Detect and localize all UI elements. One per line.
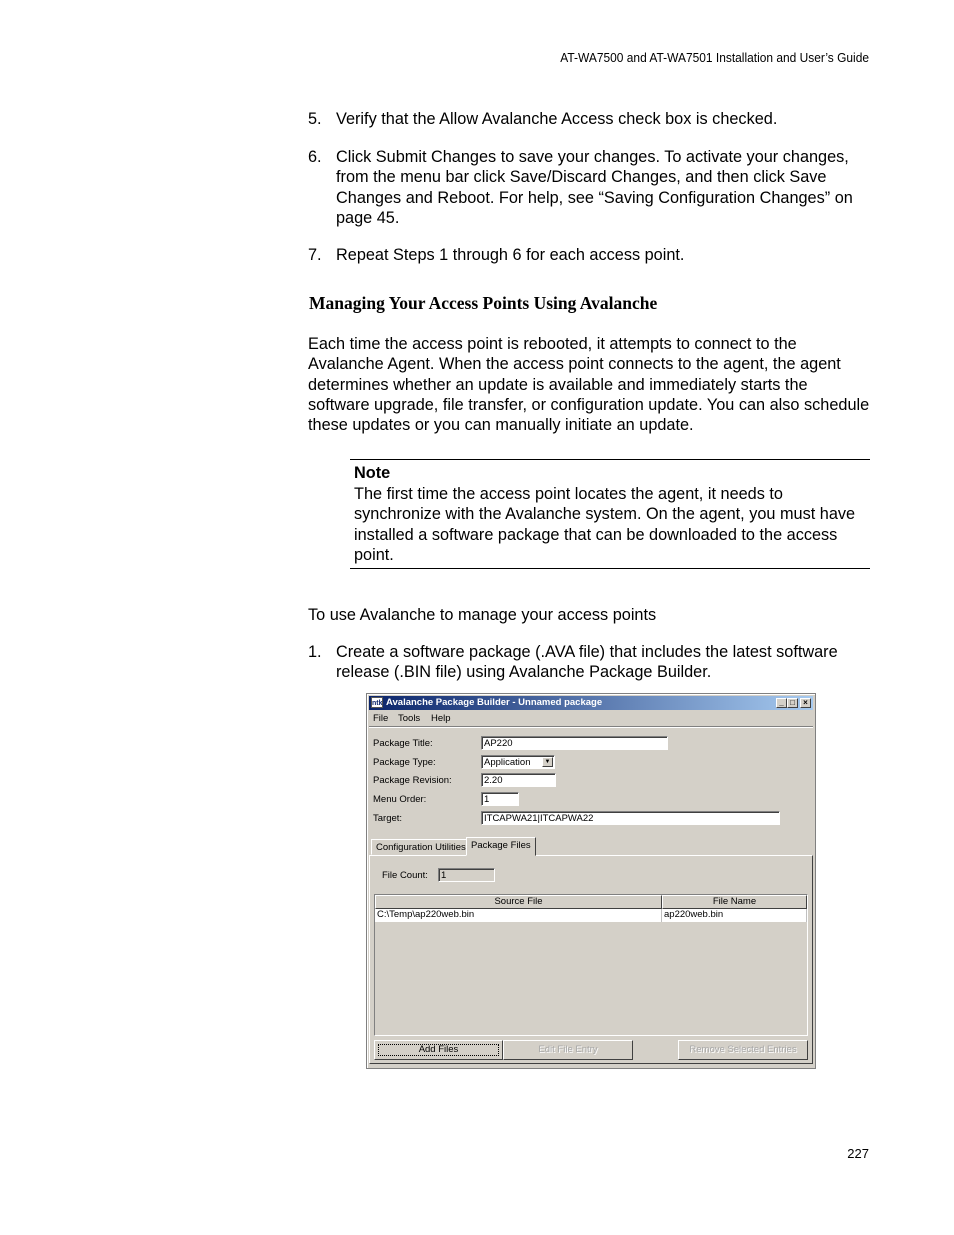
procedure-step-1 bbox=[308, 642, 870, 684]
running-header: AT-WA7500 and AT-WA7501 Installation and User’s Guide bbox=[560, 50, 869, 65]
menu-help[interactable]: Help bbox=[431, 713, 451, 724]
file-count-input: 1 bbox=[438, 868, 495, 882]
menu-separator bbox=[369, 726, 813, 728]
step-number: 5. bbox=[308, 110, 322, 128]
step-text: Verify that the Allow Avalanche Access check box is checked. bbox=[336, 110, 778, 128]
edit-file-entry-button[interactable]: Edit File Entry bbox=[503, 1040, 633, 1060]
procedure-intro: To use Avalanche to manage your access points bbox=[308, 606, 657, 624]
window-title: Avalanche Package Builder - Unnamed package bbox=[386, 697, 603, 708]
close-button[interactable]: × bbox=[800, 698, 811, 708]
menu-tools[interactable]: Tools bbox=[398, 713, 421, 724]
maximize-button[interactable]: □ bbox=[787, 698, 798, 708]
target-label: Target: bbox=[373, 813, 403, 824]
table-cell-file-name[interactable]: ap220web.bin bbox=[662, 909, 807, 922]
minimize-button[interactable]: _ bbox=[776, 698, 787, 708]
tab-package-files[interactable]: Package Files bbox=[466, 837, 536, 856]
focus-rectangle bbox=[378, 1044, 499, 1056]
page-number: 227 bbox=[847, 1146, 869, 1161]
step-6 bbox=[308, 147, 870, 229]
column-header-file-name[interactable]: File Name bbox=[662, 895, 807, 909]
step-number: 1. bbox=[308, 643, 322, 661]
file-count-label: File Count: bbox=[382, 870, 428, 881]
section-paragraph: Each time the access point is rebooted, it attempts to connect to the Avalanche Agent. When the access point connects to the agent, the agent determines whether an update is available and immediately starts the software upgrade, file transfer, or configuration update. You can also schedule these updates or you can manually initiate an update. bbox=[308, 335, 870, 435]
menu-file[interactable]: File bbox=[373, 713, 389, 724]
add-files-label: Add Files bbox=[418, 1044, 459, 1055]
package-type-value: Application bbox=[484, 757, 531, 768]
step-7 bbox=[308, 245, 870, 267]
note-title: Note bbox=[354, 464, 391, 482]
menu-order-label: Menu Order: bbox=[373, 794, 427, 805]
section-heading: Managing Your Access Points Using Avalanche bbox=[309, 293, 658, 313]
step-text: Create a software package (.AVA file) that includes the latest software release (.BIN file) using Avalanche Package Builder. bbox=[336, 643, 838, 682]
package-type-select[interactable] bbox=[481, 755, 555, 769]
step-text: Repeat Steps 1 through 6 for each access point. bbox=[336, 246, 685, 264]
menu-bar bbox=[369, 711, 813, 726]
table-cell-source-file[interactable]: C:\Temp\ap220web.bin bbox=[375, 909, 662, 922]
note-text: The first time the access point locates the agent, it needs to synchronize with the Avalanche system. On the agent, you must have installed a software package that can be downloaded to the access point. bbox=[354, 485, 856, 564]
app-icon: ntk bbox=[371, 697, 383, 708]
column-header-source-file[interactable]: Source File bbox=[375, 895, 662, 909]
package-files-table bbox=[374, 894, 808, 1036]
step-number: 7. bbox=[308, 246, 322, 264]
package-type-label: Package Type: bbox=[373, 757, 436, 768]
package-title-input[interactable]: AP220 bbox=[481, 736, 668, 750]
package-revision-label: Package Revision: bbox=[373, 775, 452, 786]
step-5 bbox=[308, 109, 870, 131]
target-input[interactable]: ITCAPWA21|ITCAPWA22 bbox=[481, 811, 780, 825]
chevron-down-icon[interactable]: ▼ bbox=[542, 757, 553, 767]
add-files-button[interactable] bbox=[374, 1040, 503, 1060]
tab-configuration-utilities[interactable]: Configuration Utilities bbox=[371, 839, 471, 855]
package-title-label: Package Title: bbox=[373, 738, 433, 749]
window-titlebar[interactable] bbox=[369, 696, 813, 710]
step-text: Click Submit Changes to save your changes. To activate your changes, from the menu bar click Save/Discard Changes, and then click Save Changes and Reboot. For help, see “Saving Configuration Changes” on page 45. bbox=[336, 148, 853, 227]
remove-selected-entries-button[interactable]: Remove Selected Entries bbox=[678, 1040, 808, 1060]
note-box bbox=[350, 459, 870, 569]
step-number: 6. bbox=[308, 148, 322, 166]
menu-order-input[interactable]: 1 bbox=[481, 792, 519, 806]
package-builder-window bbox=[366, 693, 816, 1069]
package-revision-input[interactable]: 2.20 bbox=[481, 773, 556, 787]
